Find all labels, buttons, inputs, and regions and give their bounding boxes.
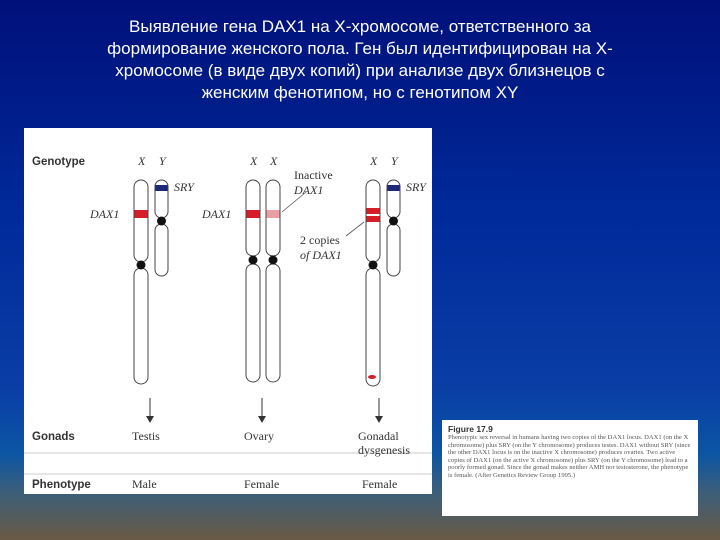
two-copies-label: 2 copies [300,233,340,247]
sry-label: SRY [174,180,194,194]
phenotype-male: Male [132,477,157,491]
row-label-phenotype: Phenotype [32,479,91,491]
y-chromosome [387,180,400,276]
gonads-dysgenesis-line2: dysgenesis [358,443,410,457]
title-line-1: Выявление гена DAX1 на Х-хромосоме, ответственного за [129,17,591,36]
chrom-label-x: X [370,154,378,168]
centromere [369,261,378,270]
inactive-x-chromosome [266,180,280,382]
chrom-label-x: X [270,154,278,168]
caption-title: Figure 17.9 [448,424,493,434]
dax1-band [368,375,376,379]
centromere [269,256,278,265]
row-label-genotype: Genotype [32,156,86,168]
pointer-line [346,222,364,236]
dax1-band [367,208,380,214]
chrom-label-y: Y [159,154,166,168]
dax1-band [135,210,148,218]
dax1-label: DAX1 [90,207,120,221]
chrom-label-y: Y [391,154,398,168]
chrom-label-x: X [250,154,258,168]
row-label-gonads: Gonads [32,431,75,443]
centromere [389,217,398,226]
x-chromosome [246,180,260,382]
caption-text: Phenotypic sex reversal in humans having two copies of the DAX1 locus. DAX1 (on the X chromosome) plus SRY (on the Y chromosome) produces testes. DAX1 without SRY (since the other DAX1 locus is on the inactive X chromosome) produces ovaries. Two active copies of DAX1 (on the active X chromosome) plus SRY (on the Y chromosome) lead to a poorly formed gonad. Since the gonad makes neither AMH nor testosterone, the phenotype is female. (After Genetics Review Group 1995.) [448,434,691,479]
arrow-head [258,416,266,423]
figure-caption [442,420,698,516]
sry-label: SRY [406,180,426,194]
x-chromosome [134,180,148,384]
gonads-dysgenesis: Gonadal [358,429,399,443]
centromere [137,261,146,270]
sry-band [156,185,168,191]
arrow-head [375,416,383,423]
sry-band [388,185,400,191]
arrow-head [146,416,154,423]
phenotype-female: Female [244,477,280,491]
inactive-dax1-band [267,210,280,218]
x-chromosome [366,180,380,386]
chrom-label-x: X [138,154,146,168]
title-line-3: хромосоме (в виде двух копий) при анализе двух близнецов с [115,61,605,80]
inactive-dax1-label: DAX1 [294,183,324,197]
figure-panel [24,128,432,494]
title-line-4: женским фенотипом, но с генотипом XY [201,83,519,102]
dax1-band [247,210,260,218]
inactive-label: Inactive [294,168,333,182]
gonads-testis: Testis [132,429,160,443]
dax1-band [367,216,380,222]
title-line-2: формирование женского пола. Ген был идентифицирован на Х- [107,39,613,58]
slide-title [30,16,690,104]
dax1-label: DAX1 [202,207,232,221]
centromere [157,217,166,226]
y-chromosome [155,180,168,276]
chromosome-diagram [24,128,432,494]
phenotype-female: Female [362,477,398,491]
two-copies-of-label: of DAX1 [300,248,342,262]
gonads-ovary: Ovary [244,429,274,443]
centromere [249,256,258,265]
